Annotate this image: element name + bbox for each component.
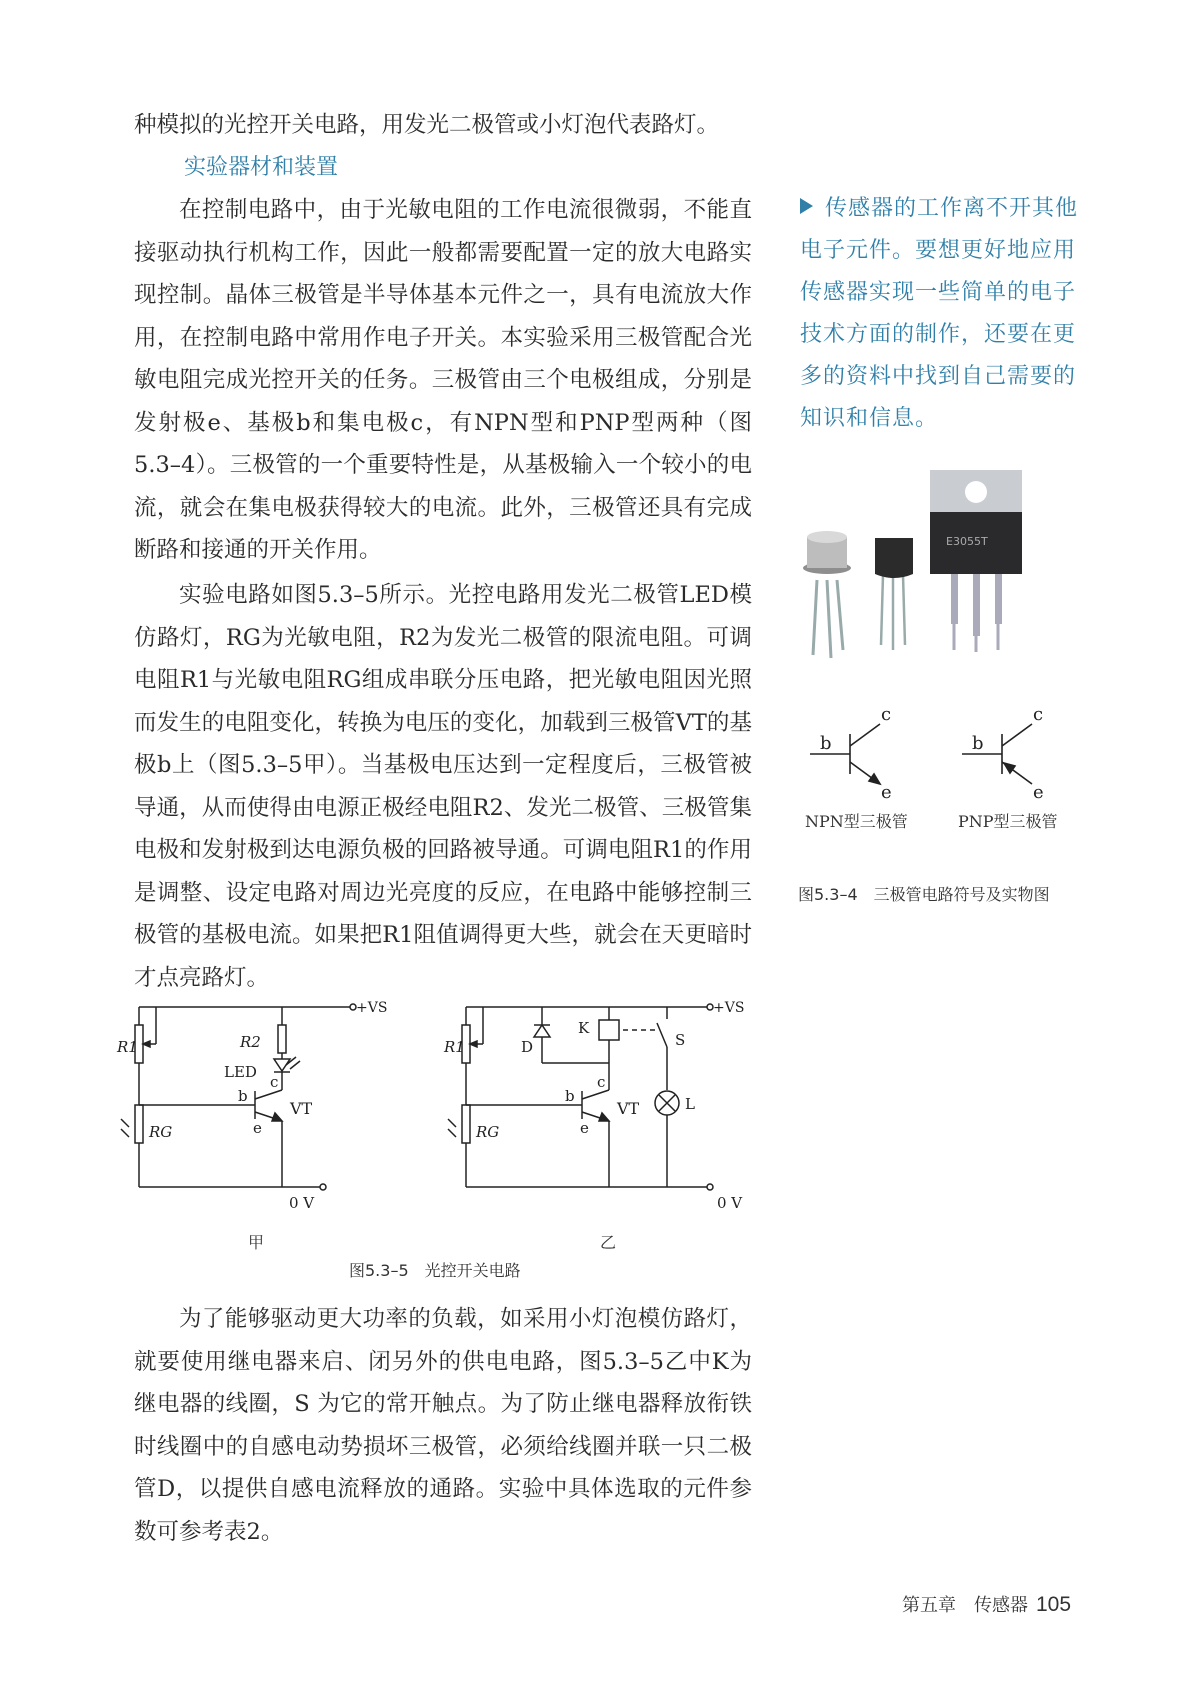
subfigure-b-label: 乙 bbox=[600, 1233, 617, 1252]
circuit-b-0v: 0 V bbox=[717, 1194, 743, 1212]
figure-transistor-photos bbox=[795, 490, 1095, 830]
npn-pin-e: e bbox=[881, 782, 892, 803]
circuit-a-led: LED bbox=[224, 1063, 257, 1081]
sidebar-note bbox=[800, 188, 1080, 440]
chapter-title: 第五章 传感器 bbox=[902, 1595, 1028, 1616]
power-transistor-image bbox=[930, 470, 1022, 652]
circuit-b-s: S bbox=[675, 1031, 686, 1049]
circuit-a-r1: R1 bbox=[117, 1038, 138, 1056]
sidebar-note-text: 传感器的工作离不开其他电子元件。要想更好地应用传感器实现一些简单的电子技术方面的制作，还要在更多的资料中找到自己需要的知识和信息。 bbox=[800, 196, 1079, 431]
part-code: E3055T bbox=[946, 535, 988, 548]
npn-label: NPN型三极管 bbox=[805, 812, 908, 831]
circuit-b-d: D bbox=[521, 1038, 534, 1056]
subfigure-a-label: 甲 bbox=[248, 1233, 265, 1252]
pnp-pin-b: b bbox=[972, 733, 984, 754]
circuit-b-rg: RG bbox=[476, 1123, 500, 1141]
circuit-b-l: L bbox=[685, 1095, 695, 1113]
pnp-pin-c: c bbox=[1033, 704, 1044, 725]
circuit-b-vs: +VS bbox=[713, 1000, 745, 1016]
page-number: 105 bbox=[1036, 1593, 1072, 1616]
paragraph-transistor: 在控制电路中，由于光敏电阻的工作电流很微弱，不能直接驱动执行机构工作，因此一般都需要配置一定的放大电路实现控制。晶体三极管是半导体基本元件之一，具有电流放大作用，在控制电路中常用作电子开关。本实验采用三极管配合光敏电阻完成光控开关的任务。三极管由三个电极组成，分别是发射极e、基极b和集电极c，有NPN型和PNP型两种（图5.3–4）。三极管的一个重要特性是，从基极输入一个较小的电流，就会在集电极获得较大的电流。此外，三极管还具有完成断路和接通的开关作用。 bbox=[134, 197, 752, 563]
npn-pin-b: b bbox=[820, 733, 832, 754]
figure-circuits bbox=[117, 995, 770, 1212]
section-title: 实验器材和装置 bbox=[184, 155, 339, 180]
circuit-a-c: c bbox=[270, 1073, 279, 1091]
plastic-transistor-image bbox=[875, 538, 913, 650]
pnp-pin-e: e bbox=[1033, 782, 1044, 803]
circuit-a-vs: +VS bbox=[356, 1000, 388, 1016]
circuit-a-e: e bbox=[253, 1119, 262, 1137]
pnp-label: PNP型三极管 bbox=[958, 812, 1058, 831]
figure-534-caption: 图5.3–4 三极管电路符号及实物图 bbox=[798, 885, 1050, 904]
circuit-b-vt: VT bbox=[617, 1099, 640, 1118]
circuit-a-r2: R2 bbox=[240, 1033, 261, 1051]
paragraph-circuit: 实验电路如图5.3–5所示。光控电路用发光二极管LED模仿路灯，RG为光敏电阻，R2为发光二极管的限流电阻。可调电阻R1与光敏电阻RG组成串联分压电路，把光敏电阻因光照而发生的电阻变化，转换为电压的变化，加载到三极管VT的基极b上（图5.3–5甲）。当基极电压达到一定程度后，三极管被导通，从而使得由电源正极经电阻R2、发光二极管、三极管集电极和发射极到达电源负极的回路被导通。可调电阻R1的作用是调整、设定电路对周边光亮度的反应，在电路中能够控制三极管的基极电流。如果把R1阻值调得更大些，就会在天更暗时才点亮路灯。 bbox=[134, 582, 752, 991]
circuit-b-c: c bbox=[597, 1073, 606, 1091]
page-footer bbox=[902, 1591, 1071, 1617]
circuit-a-0v: 0 V bbox=[289, 1194, 315, 1212]
circuit-a-b: b bbox=[238, 1087, 248, 1105]
figure-535-caption: 图5.3–5 光控开关电路 bbox=[349, 1261, 521, 1280]
circuit-b-e: e bbox=[580, 1119, 589, 1137]
triangle-bullet-icon bbox=[800, 198, 813, 214]
metal-can-transistor-image bbox=[803, 531, 851, 658]
npn-pin-c: c bbox=[881, 704, 892, 725]
paragraph-intro: 种模拟的光控开关电路，用发光二极管或小灯泡代表路灯。 bbox=[134, 112, 720, 138]
paragraph-relay: 为了能够驱动更大功率的负载，如采用小灯泡模仿路灯，就要使用继电器来启、闭另外的供电电路，图5.3–5乙中K为继电器的线圈，S 为它的常开触点。为了防止继电器释放衔铁时线圈中的自感电动势损坏三极管，必须给线圈并联一只二极管D，以提供自感电流释放的通路。实验中具体选取的元件参数可参考表2。 bbox=[134, 1306, 752, 1545]
circuit-b-b: b bbox=[565, 1087, 575, 1105]
circuit-a-rg: RG bbox=[149, 1123, 173, 1141]
circuit-b-k: K bbox=[578, 1019, 590, 1037]
circuit-a-vt: VT bbox=[290, 1099, 313, 1118]
circuit-b-r1: R1 bbox=[444, 1038, 465, 1056]
